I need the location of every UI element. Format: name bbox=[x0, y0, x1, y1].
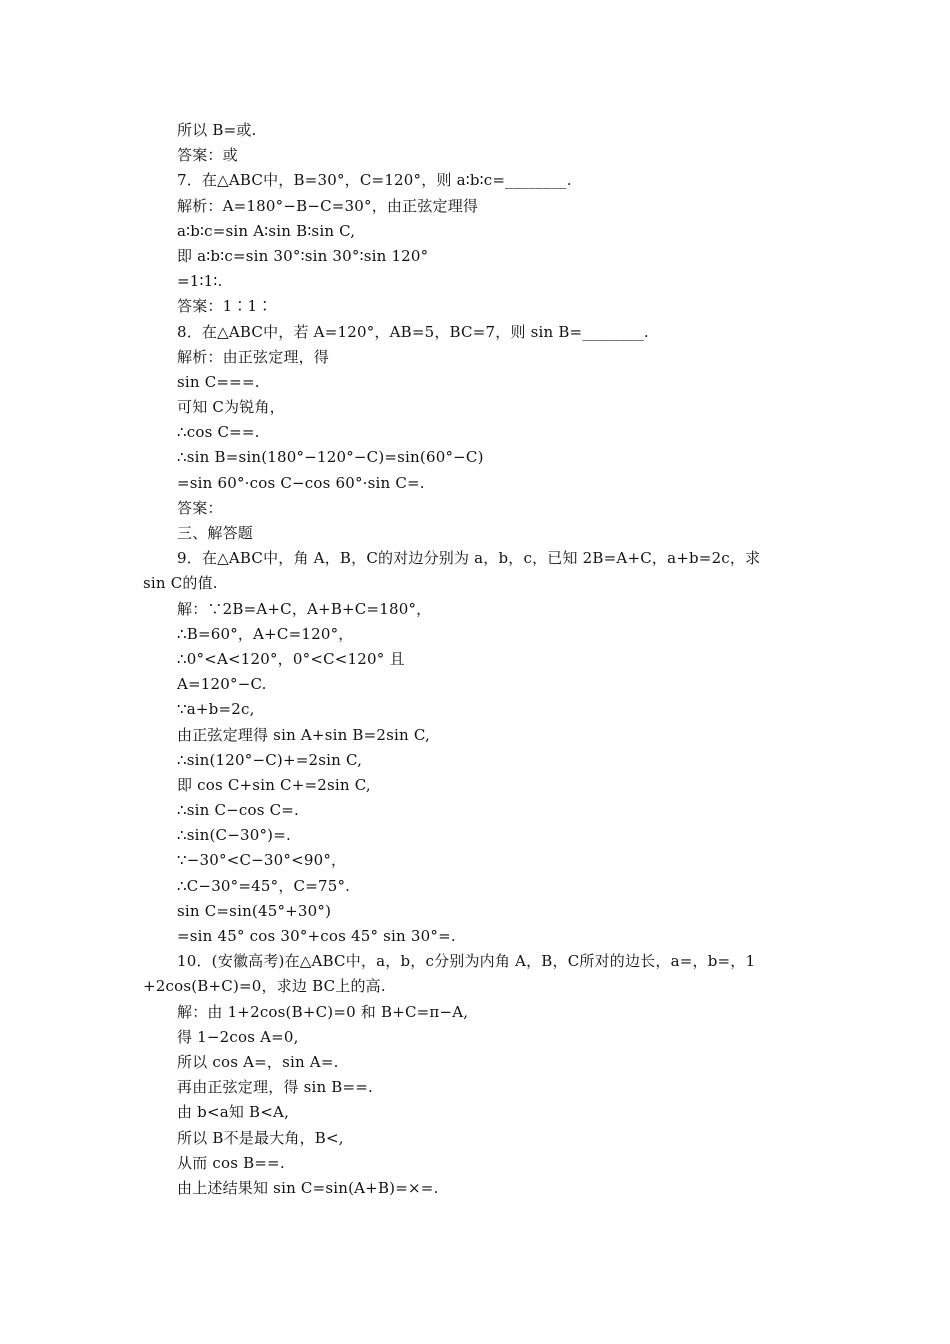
text-line: sin C===. bbox=[177, 372, 260, 391]
text-line: 由 b<a知 B<A, bbox=[177, 1103, 290, 1122]
text-line: 解析：由正弦定理，得 bbox=[177, 347, 330, 366]
document-body bbox=[0, 118, 950, 1201]
text-line: 三、解答题 bbox=[177, 524, 254, 542]
text-line: 即 a∶b∶c=sin 30°∶sin 30°∶sin 120° bbox=[177, 246, 429, 265]
text-line: =sin 60°·cos C−cos 60°·sin C=. bbox=[177, 473, 425, 492]
text-line: sin C=sin(45°+30°) bbox=[177, 901, 332, 920]
text-line: ∴C−30°=45°，C=75°. bbox=[177, 876, 351, 895]
text-line: 得 1−2cos A=0, bbox=[177, 1027, 299, 1046]
text-line: 8．在△ABC中，若 A=120°，AB=5，BC=7，则 sin B=________. bbox=[177, 322, 649, 341]
text-line: ∵−30°<C−30°<90°， bbox=[177, 851, 347, 870]
text-line: a∶b∶c=sin A∶sin B∶sin C, bbox=[177, 221, 356, 240]
text-line: 再由正弦定理，得 sin B==. bbox=[177, 1078, 374, 1097]
text-line: ∴B=60°，A+C=120°， bbox=[177, 624, 354, 643]
text-line: 解：∵2B=A+C，A+B+C=180°， bbox=[177, 599, 432, 618]
text-line: 解析：A=180°−B−C=30°，由正弦定理得 bbox=[177, 196, 479, 215]
text-line: 从而 cos B==. bbox=[177, 1153, 285, 1172]
text-line: 所以 B=或. bbox=[177, 121, 257, 139]
text-line: 解：由 1+2cos(B+C)=0 和 B+C=π−A, bbox=[177, 1002, 469, 1021]
text-line: ∴sin B=sin(180°−120°−C)=sin(60°−C) bbox=[177, 448, 484, 467]
text-line: ∵a+b=2c, bbox=[177, 700, 255, 719]
text-line: ∴sin(C−30°)=. bbox=[177, 826, 291, 845]
text-line: =sin 45° cos 30°+cos 45° sin 30°=. bbox=[177, 927, 456, 945]
text-line: +2cos(B+C)=0，求边 BC上的高. bbox=[143, 977, 386, 996]
text-line: 即 cos C+sin C+=2sin C, bbox=[177, 775, 371, 794]
text-line: 答案：1∶1∶ bbox=[177, 297, 273, 316]
text-line: 由上述结果知 sin C=sin(A+B)=×=. bbox=[177, 1178, 439, 1197]
text-line: 由正弦定理得 sin A+sin B=2sin C, bbox=[177, 725, 430, 744]
text-line: sin C的值. bbox=[143, 574, 218, 593]
text-line: 所以 cos A=，sin A=. bbox=[177, 1052, 339, 1071]
text-line: 可知 C为锐角， bbox=[177, 398, 285, 417]
text-line: 答案： bbox=[177, 498, 223, 517]
text-line: 7．在△ABC中，B=30°，C=120°，则 a∶b∶c=________. bbox=[177, 171, 572, 190]
text-line: =1∶1∶. bbox=[177, 272, 223, 291]
text-line: ∴0°<A<120°，0°<C<120° 且 bbox=[177, 649, 405, 668]
text-line: A=120°−C. bbox=[177, 675, 267, 694]
text-line: ∴sin C−cos C=. bbox=[177, 801, 300, 820]
text-line: ∴cos C==. bbox=[177, 423, 260, 442]
text-line: 答案：或 bbox=[177, 146, 238, 165]
text-line: ∴sin(120°−C)+=2sin C, bbox=[177, 750, 363, 769]
text-line: 10．(安徽高考)在△ABC中，a，b，c分别为内角 A，B，C所对的边长，a=，b=，1 bbox=[177, 952, 756, 971]
text-line: 9．在△ABC中，角 A，B，C的对边分别为 a，b，c，已知 2B=A+C，a+b=2c，求 bbox=[177, 549, 761, 568]
text-line: 所以 B不是最大角，B<, bbox=[177, 1128, 344, 1147]
